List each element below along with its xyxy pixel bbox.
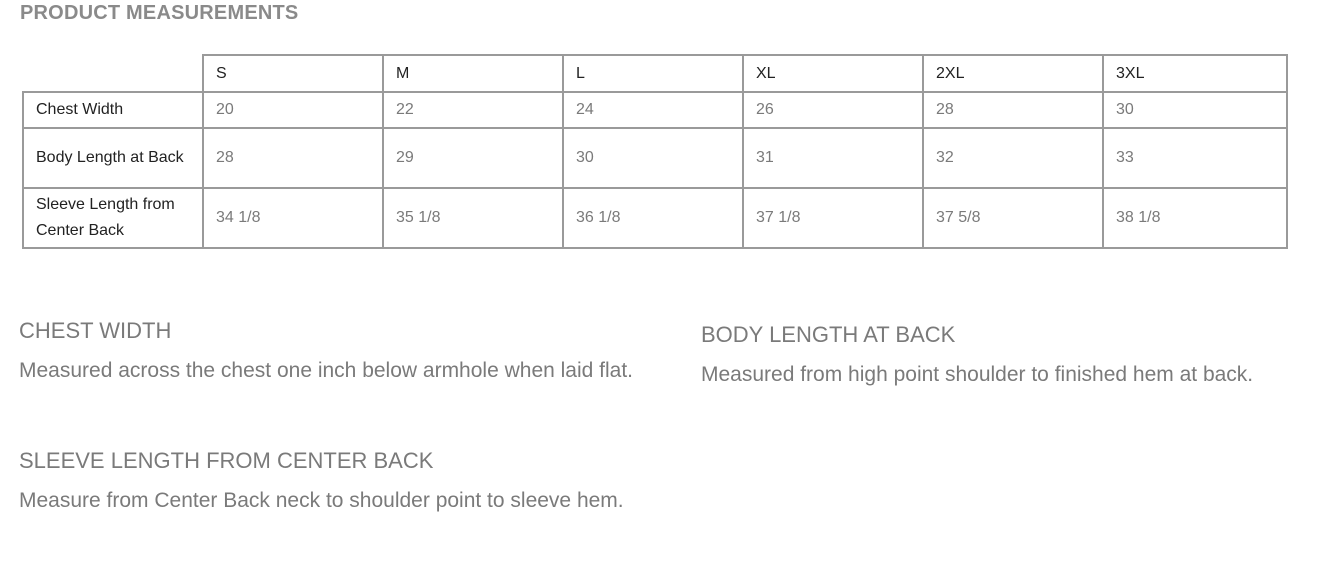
description-sleeve-length bbox=[19, 448, 624, 514]
size-header-2xl: 2XL bbox=[923, 55, 1103, 92]
table-cell: 30 bbox=[1103, 92, 1287, 128]
table-cell: 29 bbox=[383, 128, 563, 188]
table-cell: 35 1/8 bbox=[383, 188, 563, 248]
table-cell: 30 bbox=[563, 128, 743, 188]
page-title: PRODUCT MEASUREMENTS bbox=[20, 2, 299, 24]
corner-cell bbox=[23, 55, 203, 92]
description-body-length bbox=[701, 322, 1253, 388]
size-header-m: M bbox=[383, 55, 563, 92]
table-cell: 34 1/8 bbox=[203, 188, 383, 248]
table-cell: 28 bbox=[203, 128, 383, 188]
table-cell: 38 1/8 bbox=[1103, 188, 1287, 248]
description-text: Measured across the chest one inch below armhole when laid flat. bbox=[19, 359, 634, 382]
size-header-s: S bbox=[203, 55, 383, 92]
size-header-row bbox=[23, 55, 1287, 92]
description-heading: BODY LENGTH AT BACK bbox=[701, 322, 956, 347]
description-text: Measured from high point shoulder to finished hem at back. bbox=[701, 363, 1254, 386]
table-cell: 22 bbox=[383, 92, 563, 128]
table-cell: 32 bbox=[923, 128, 1103, 188]
size-chart-table bbox=[22, 54, 1288, 249]
table-cell: 36 1/8 bbox=[563, 188, 743, 248]
table-cell: 31 bbox=[743, 128, 923, 188]
table-row-body-length bbox=[23, 128, 1287, 188]
size-header-3xl: 3XL bbox=[1103, 55, 1287, 92]
table-cell: 26 bbox=[743, 92, 923, 128]
description-heading: SLEEVE LENGTH FROM CENTER BACK bbox=[19, 448, 434, 473]
table-cell: 37 5/8 bbox=[923, 188, 1103, 248]
table-cell: 28 bbox=[923, 92, 1103, 128]
row-label: Chest Width bbox=[23, 92, 203, 128]
description-chest-width bbox=[19, 318, 633, 384]
row-label: Body Length at Back bbox=[23, 128, 203, 188]
table-cell: 24 bbox=[563, 92, 743, 128]
table-cell: 37 1/8 bbox=[743, 188, 923, 248]
table-row-chest-width bbox=[23, 92, 1287, 128]
size-header-l: L bbox=[563, 55, 743, 92]
description-heading: CHEST WIDTH bbox=[19, 318, 172, 343]
size-header-xl: XL bbox=[743, 55, 923, 92]
table-cell: 20 bbox=[203, 92, 383, 128]
description-text: Measure from Center Back neck to shoulder point to sleeve hem. bbox=[19, 489, 624, 512]
row-label: Sleeve Length from Center Back bbox=[23, 188, 203, 248]
table-cell: 33 bbox=[1103, 128, 1287, 188]
table-row-sleeve-length bbox=[23, 188, 1287, 248]
